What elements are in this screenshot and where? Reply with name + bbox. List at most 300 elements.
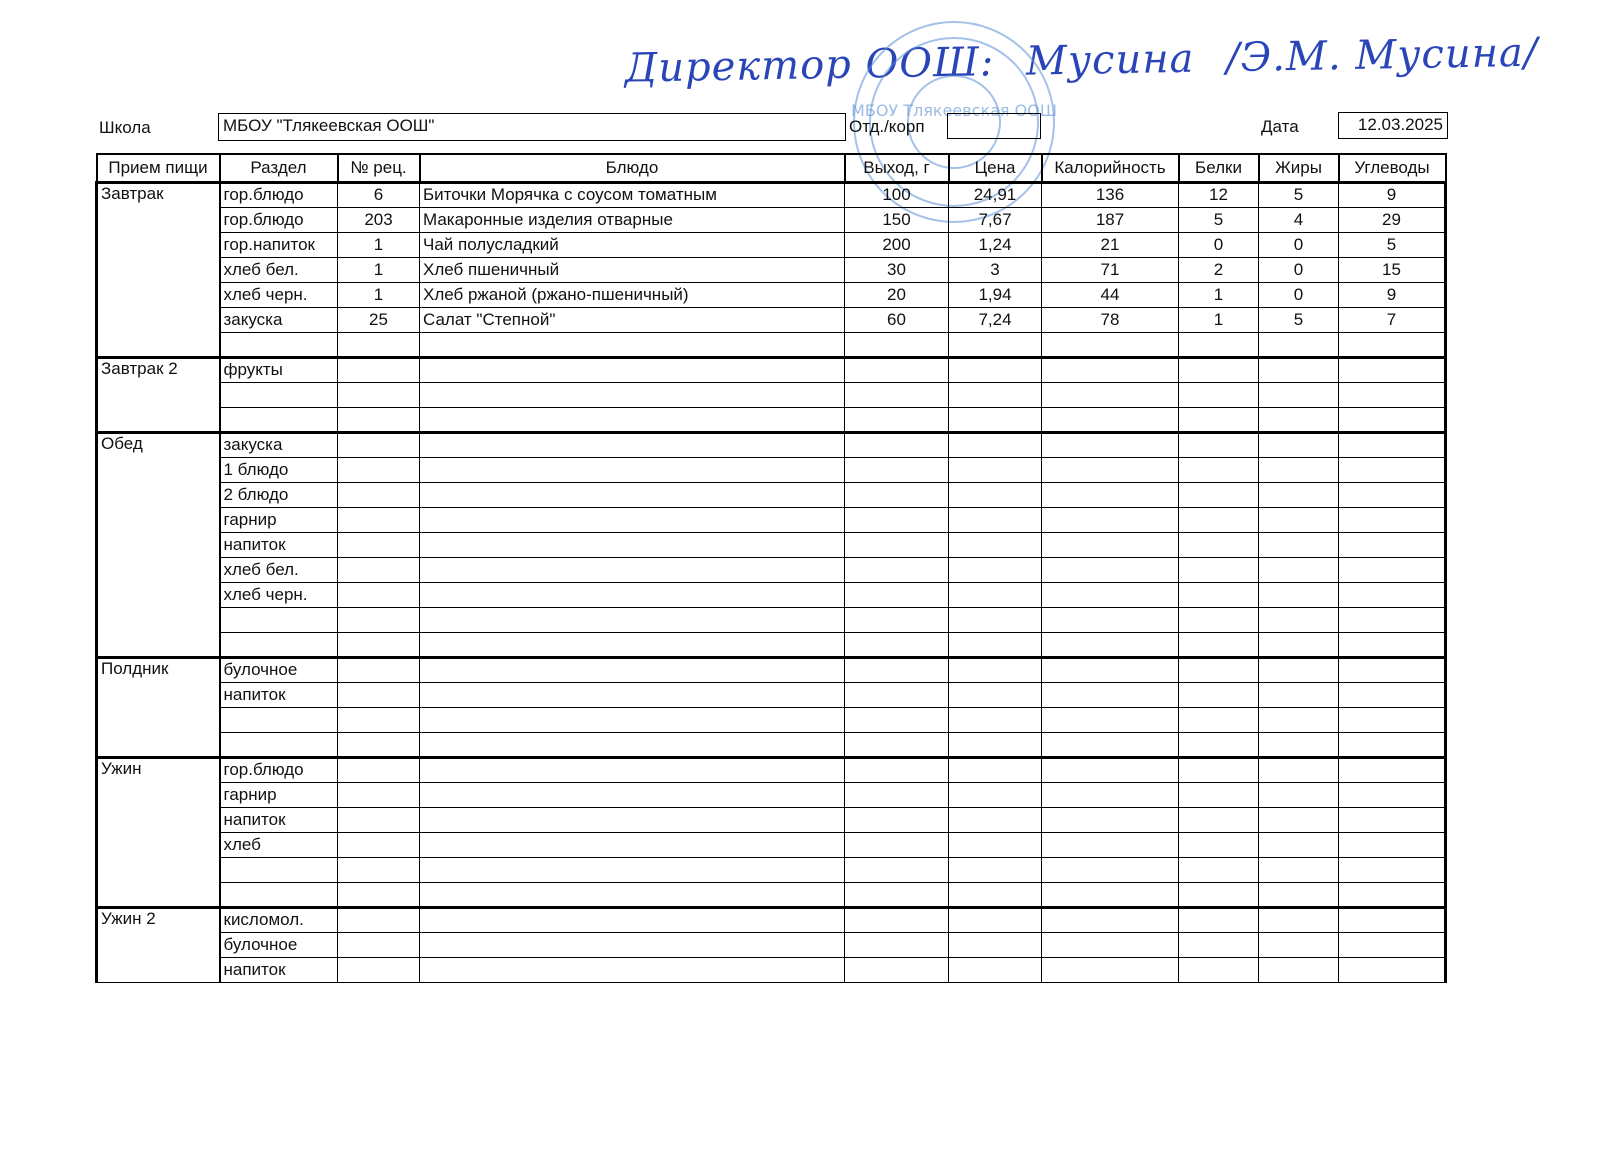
- table-cell: [1339, 482, 1446, 507]
- table-cell: [1042, 907, 1179, 932]
- table-cell: [1259, 807, 1339, 832]
- meal-cell: Завтрак 2: [97, 357, 220, 432]
- table-cell: 5: [1259, 307, 1339, 332]
- table-cell: [949, 957, 1042, 982]
- table-cell: [1042, 757, 1179, 782]
- table-cell: [1042, 407, 1179, 432]
- signature-sign: Мусина: [1025, 35, 1195, 85]
- table-cell: [1179, 507, 1259, 532]
- table-cell: [338, 557, 420, 582]
- table-cell: [1259, 932, 1339, 957]
- table-cell: [1179, 657, 1259, 682]
- table-cell: [949, 532, 1042, 557]
- table-cell: [1042, 957, 1179, 982]
- table-cell: [845, 457, 949, 482]
- table-cell: [420, 932, 845, 957]
- table-cell: [949, 657, 1042, 682]
- table-cell: [1042, 932, 1179, 957]
- table-cell: [1259, 907, 1339, 932]
- table-cell: [845, 507, 949, 532]
- table-cell: [949, 632, 1042, 657]
- table-cell: [845, 657, 949, 682]
- table-cell: [845, 432, 949, 457]
- table-header-row: [97, 154, 1446, 182]
- table-cell: [949, 507, 1042, 532]
- table-cell: [1042, 857, 1179, 882]
- table-cell: [338, 607, 420, 632]
- table-cell: 6: [338, 182, 420, 207]
- table-cell: [845, 732, 949, 757]
- table-cell: [420, 857, 845, 882]
- table-cell: [1339, 507, 1446, 532]
- table-cell: напиток: [220, 682, 338, 707]
- table-row: [97, 557, 1446, 582]
- table-row: [97, 782, 1446, 807]
- table-cell: [420, 582, 845, 607]
- table-cell: [1179, 432, 1259, 457]
- table-cell: 20: [845, 282, 949, 307]
- table-cell: 136: [1042, 182, 1179, 207]
- table-cell: 5: [1259, 182, 1339, 207]
- table-cell: 2: [1179, 257, 1259, 282]
- table-cell: [338, 757, 420, 782]
- table-cell: [1042, 357, 1179, 382]
- date-field: 12.03.2025: [1338, 112, 1448, 139]
- table-cell: [949, 782, 1042, 807]
- table-cell: [1339, 632, 1446, 657]
- column-header: Цена: [949, 154, 1042, 182]
- table-cell: 30: [845, 257, 949, 282]
- table-cell: [1179, 907, 1259, 932]
- table-cell: [420, 332, 845, 357]
- stamp-text: МБОУ Тлякеевская ООШ: [851, 101, 1057, 120]
- table-cell: [338, 682, 420, 707]
- table-cell: [220, 707, 338, 732]
- table-cell: 29: [1339, 207, 1446, 232]
- table-cell: [845, 332, 949, 357]
- table-cell: [338, 582, 420, 607]
- table-cell: [1179, 732, 1259, 757]
- table-cell: [1259, 532, 1339, 557]
- table-cell: [420, 707, 845, 732]
- table-cell: [845, 907, 949, 932]
- table-cell: 150: [845, 207, 949, 232]
- table-cell: [1259, 707, 1339, 732]
- table-cell: [338, 907, 420, 932]
- table-cell: [949, 382, 1042, 407]
- table-cell: 0: [1259, 257, 1339, 282]
- table-cell: [338, 382, 420, 407]
- table-cell: [949, 807, 1042, 832]
- column-header: Калорийность: [1042, 154, 1179, 182]
- table-cell: [338, 632, 420, 657]
- table-cell: 21: [1042, 232, 1179, 257]
- table-cell: [845, 407, 949, 432]
- table-row: [97, 857, 1446, 882]
- table-cell: 4: [1259, 207, 1339, 232]
- meal-cell: Завтрак: [97, 182, 220, 357]
- table-cell: [338, 332, 420, 357]
- table-cell: [1042, 682, 1179, 707]
- table-cell: [845, 707, 949, 732]
- table-row: [97, 882, 1446, 907]
- table-cell: [949, 907, 1042, 932]
- table-cell: гор.блюдо: [220, 757, 338, 782]
- table-cell: [1042, 482, 1179, 507]
- table-cell: [1179, 932, 1259, 957]
- table-cell: 78: [1042, 307, 1179, 332]
- table-cell: [1179, 357, 1259, 382]
- table-cell: [1042, 832, 1179, 857]
- table-cell: Хлеб ржаной (ржано-пшеничный): [420, 282, 845, 307]
- dept-field: [947, 113, 1041, 139]
- table-cell: 0: [1259, 282, 1339, 307]
- table-cell: [949, 482, 1042, 507]
- table-cell: [220, 407, 338, 432]
- table-row: [97, 957, 1446, 982]
- table-cell: [1259, 882, 1339, 907]
- table-cell: [420, 457, 845, 482]
- date-label: Дата: [1261, 117, 1299, 136]
- table-cell: [420, 757, 845, 782]
- table-cell: [949, 707, 1042, 732]
- table-cell: [1259, 957, 1339, 982]
- table-cell: 200: [845, 232, 949, 257]
- meal-cell: Ужин 2: [97, 907, 220, 982]
- table-cell: [1259, 357, 1339, 382]
- table-cell: [338, 457, 420, 482]
- signature-name: /Э.М. Мусина/: [1225, 29, 1539, 82]
- table-cell: [1339, 382, 1446, 407]
- table-cell: [338, 832, 420, 857]
- table-row: [97, 582, 1446, 607]
- table-cell: [1042, 632, 1179, 657]
- table-cell: [1179, 532, 1259, 557]
- signature-role: Директор ООШ:: [624, 39, 995, 92]
- table-cell: Биточки Морячка с соусом томатным: [420, 182, 845, 207]
- table-cell: [338, 657, 420, 682]
- table-row: [97, 732, 1446, 757]
- table-cell: [949, 457, 1042, 482]
- column-header: Белки: [1179, 154, 1259, 182]
- table-cell: [949, 732, 1042, 757]
- table-cell: [949, 832, 1042, 857]
- table-cell: [1042, 607, 1179, 632]
- table-cell: [1179, 632, 1259, 657]
- table-row: [97, 457, 1446, 482]
- table-cell: гор.блюдо: [220, 207, 338, 232]
- table-row: [97, 657, 1446, 682]
- column-header: Выход, г: [845, 154, 949, 182]
- table-cell: 0: [1179, 232, 1259, 257]
- table-row: [97, 182, 1446, 207]
- table-row: [97, 682, 1446, 707]
- table-row: [97, 407, 1446, 432]
- table-cell: [1339, 882, 1446, 907]
- table-cell: 24,91: [949, 182, 1042, 207]
- table-cell: [338, 782, 420, 807]
- table-cell: [1339, 457, 1446, 482]
- table-cell: [845, 882, 949, 907]
- table-cell: [845, 782, 949, 807]
- table-cell: 100: [845, 182, 949, 207]
- table-cell: [1339, 357, 1446, 382]
- column-header: Прием пищи: [97, 154, 220, 182]
- table-cell: [420, 732, 845, 757]
- table-cell: [845, 557, 949, 582]
- table-cell: 71: [1042, 257, 1179, 282]
- school-label: Школа: [99, 118, 151, 137]
- table-cell: [420, 907, 845, 932]
- table-row: [97, 507, 1446, 532]
- table-cell: хлеб черн.: [220, 582, 338, 607]
- table-cell: 7,24: [949, 307, 1042, 332]
- table-cell: [845, 482, 949, 507]
- table-cell: [420, 382, 845, 407]
- table-cell: [420, 957, 845, 982]
- meal-cell: Обед: [97, 432, 220, 657]
- table-cell: [1179, 807, 1259, 832]
- table-cell: [845, 582, 949, 607]
- table-cell: [949, 432, 1042, 457]
- table-cell: [420, 357, 845, 382]
- meal-cell: Ужин: [97, 757, 220, 907]
- table-cell: [420, 482, 845, 507]
- table-cell: [1259, 832, 1339, 857]
- table-cell: [420, 607, 845, 632]
- table-cell: 1: [1179, 307, 1259, 332]
- table-cell: [1179, 707, 1259, 732]
- table-cell: [1259, 657, 1339, 682]
- table-cell: Салат "Степной": [420, 307, 845, 332]
- table-cell: 1: [338, 232, 420, 257]
- table-cell: 9: [1339, 282, 1446, 307]
- column-header: Жиры: [1259, 154, 1339, 182]
- table-cell: [949, 357, 1042, 382]
- table-cell: [338, 357, 420, 382]
- table-cell: 7,67: [949, 207, 1042, 232]
- table-cell: [949, 882, 1042, 907]
- school-field: МБОУ "Тлякеевская ООШ": [218, 113, 846, 141]
- table-row: [97, 357, 1446, 382]
- table-cell: [949, 582, 1042, 607]
- table-row: [97, 632, 1446, 657]
- table-cell: [1339, 682, 1446, 707]
- table-cell: 1,94: [949, 282, 1042, 307]
- table-cell: [420, 682, 845, 707]
- table-cell: [1339, 582, 1446, 607]
- table-cell: 1 блюдо: [220, 457, 338, 482]
- table-cell: [845, 357, 949, 382]
- table-cell: закуска: [220, 432, 338, 457]
- table-cell: [845, 757, 949, 782]
- table-cell: [1179, 607, 1259, 632]
- table-cell: фрукты: [220, 357, 338, 382]
- table-cell: гор.блюдо: [220, 182, 338, 207]
- table-row: [97, 807, 1446, 832]
- table-cell: [949, 857, 1042, 882]
- table-cell: напиток: [220, 957, 338, 982]
- table-cell: [1179, 757, 1259, 782]
- column-header: № рец.: [338, 154, 420, 182]
- table-cell: [1179, 682, 1259, 707]
- table-cell: булочное: [220, 932, 338, 957]
- table-cell: [1179, 407, 1259, 432]
- table-cell: [1259, 857, 1339, 882]
- table-cell: [1259, 632, 1339, 657]
- table-cell: [1339, 757, 1446, 782]
- table-row: [97, 932, 1446, 957]
- table-cell: [420, 407, 845, 432]
- table-row: [97, 607, 1446, 632]
- column-header: Раздел: [220, 154, 338, 182]
- table-cell: [845, 807, 949, 832]
- table-cell: [1179, 857, 1259, 882]
- table-cell: [338, 857, 420, 882]
- table-row: [97, 332, 1446, 357]
- table-cell: [1339, 607, 1446, 632]
- table-cell: Макаронные изделия отварные: [420, 207, 845, 232]
- table-cell: [1042, 782, 1179, 807]
- table-cell: гор.напиток: [220, 232, 338, 257]
- table-row: [97, 282, 1446, 307]
- table-cell: 203: [338, 207, 420, 232]
- table-cell: [1339, 707, 1446, 732]
- table-cell: [420, 782, 845, 807]
- table-cell: [338, 732, 420, 757]
- table-cell: [1259, 507, 1339, 532]
- table-cell: хлеб черн.: [220, 282, 338, 307]
- table-cell: [1339, 832, 1446, 857]
- table-cell: [420, 557, 845, 582]
- menu-table: [95, 153, 1447, 983]
- table-cell: [420, 832, 845, 857]
- table-row: [97, 382, 1446, 407]
- table-cell: [845, 607, 949, 632]
- table-cell: Хлеб пшеничный: [420, 257, 845, 282]
- table-cell: [949, 332, 1042, 357]
- table-cell: [420, 507, 845, 532]
- table-cell: булочное: [220, 657, 338, 682]
- table-cell: [845, 532, 949, 557]
- table-row: [97, 532, 1446, 557]
- column-header: Углеводы: [1339, 154, 1446, 182]
- table-cell: [1259, 607, 1339, 632]
- table-cell: [220, 882, 338, 907]
- table-cell: [220, 857, 338, 882]
- table-cell: [845, 632, 949, 657]
- table-row: [97, 707, 1446, 732]
- table-cell: 44: [1042, 282, 1179, 307]
- table-cell: [1179, 482, 1259, 507]
- table-cell: [338, 532, 420, 557]
- table-cell: [420, 632, 845, 657]
- table-cell: [1179, 832, 1259, 857]
- table-cell: [949, 932, 1042, 957]
- table-cell: [1339, 932, 1446, 957]
- table-cell: хлеб: [220, 832, 338, 857]
- table-cell: [1259, 457, 1339, 482]
- table-cell: [1339, 332, 1446, 357]
- table-cell: [338, 482, 420, 507]
- table-cell: [949, 607, 1042, 632]
- dept-label: Отд./корп: [849, 117, 925, 136]
- table-cell: [1042, 532, 1179, 557]
- table-cell: [420, 532, 845, 557]
- table-row: [97, 757, 1446, 782]
- table-cell: [338, 507, 420, 532]
- table-row: [97, 207, 1446, 232]
- table-cell: [845, 932, 949, 957]
- table-row: [97, 257, 1446, 282]
- table-cell: [1042, 457, 1179, 482]
- table-cell: [949, 557, 1042, 582]
- table-cell: [1042, 807, 1179, 832]
- table-cell: [220, 332, 338, 357]
- table-cell: [1042, 382, 1179, 407]
- table-cell: 3: [949, 257, 1042, 282]
- table-cell: [949, 682, 1042, 707]
- table-cell: [420, 657, 845, 682]
- table-cell: [1179, 957, 1259, 982]
- table-row: [97, 307, 1446, 332]
- table-cell: [220, 732, 338, 757]
- table-cell: [1259, 682, 1339, 707]
- table-cell: [1259, 432, 1339, 457]
- table-cell: [1259, 557, 1339, 582]
- table-cell: [1042, 557, 1179, 582]
- table-cell: [420, 432, 845, 457]
- table-cell: [1259, 782, 1339, 807]
- table-cell: 25: [338, 307, 420, 332]
- table-cell: [1042, 582, 1179, 607]
- table-cell: 2 блюдо: [220, 482, 338, 507]
- column-header: Блюдо: [420, 154, 845, 182]
- table-cell: [338, 882, 420, 907]
- table-cell: 1: [1179, 282, 1259, 307]
- table-cell: [1339, 657, 1446, 682]
- table-cell: хлеб бел.: [220, 257, 338, 282]
- table-cell: [338, 707, 420, 732]
- table-cell: [1339, 857, 1446, 882]
- table-cell: Чай полусладкий: [420, 232, 845, 257]
- table-cell: гарнир: [220, 782, 338, 807]
- table-cell: [1259, 407, 1339, 432]
- table-cell: [420, 882, 845, 907]
- table-cell: [1042, 732, 1179, 757]
- table-cell: [845, 382, 949, 407]
- table-cell: [845, 857, 949, 882]
- table-cell: [1042, 432, 1179, 457]
- table-cell: напиток: [220, 532, 338, 557]
- table-cell: 1: [338, 257, 420, 282]
- table-cell: 9: [1339, 182, 1446, 207]
- table-cell: [1339, 782, 1446, 807]
- table-row: [97, 832, 1446, 857]
- table-cell: [338, 957, 420, 982]
- table-cell: [338, 807, 420, 832]
- table-cell: [845, 957, 949, 982]
- table-cell: 1,24: [949, 232, 1042, 257]
- table-cell: [1042, 507, 1179, 532]
- table-cell: [1259, 332, 1339, 357]
- table-cell: [220, 607, 338, 632]
- table-cell: 7: [1339, 307, 1446, 332]
- table-cell: [1179, 457, 1259, 482]
- table-cell: [1259, 582, 1339, 607]
- table-cell: [1042, 657, 1179, 682]
- table-cell: [1259, 482, 1339, 507]
